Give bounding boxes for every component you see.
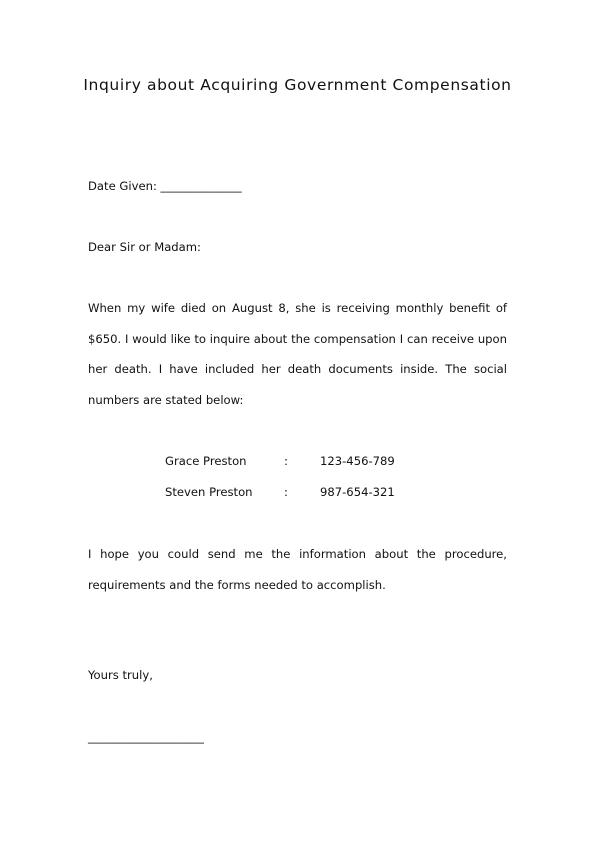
contact-name: Steven Preston (165, 485, 253, 499)
contact-separator: : (284, 454, 288, 468)
contact-name: Grace Preston (165, 454, 247, 468)
salutation: Dear Sir or Madam: (88, 240, 201, 254)
contact-separator: : (284, 485, 288, 499)
contact-number: 987-654-321 (320, 485, 395, 499)
body-paragraph-2: I hope you could send me the information about the procedure, requirements and the forms needed to accomplish. (88, 547, 507, 592)
date-given-line: Date Given: ______________ (88, 179, 242, 193)
letter-title: Inquiry about Acquiring Government Compensation (83, 76, 512, 94)
closing: Yours truly, (88, 668, 153, 682)
contact-number: 123-456-789 (320, 454, 395, 468)
signature-line: ____________________ (88, 730, 204, 744)
body-paragraph-1: When my wife died on August 8, she is receiving monthly benefit of $650. I would like to inquire about the compensation I can receive upon her death. I have included her death documents inside. The social numbers are stated below: (88, 301, 507, 407)
